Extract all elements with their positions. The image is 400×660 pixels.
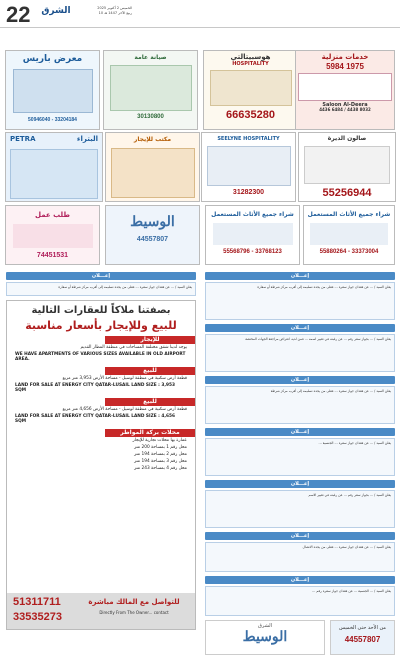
ad-phone: 55568796 - 33768123 [223, 248, 282, 255]
saloon-phones: 4436 6484 / 4438 8032 [319, 107, 371, 113]
ad-headline: بصفتنا ملاكاً للعقارات التالية [31, 305, 171, 316]
notice-item: يعلن السيد / ... عن فقدان جواز سفره ... فعلى من يجده الاتصال [205, 542, 395, 572]
ad-subtitle: البتراء [76, 135, 98, 143]
rent-tag: للإيجار [105, 336, 195, 344]
ad-hospitality[interactable] [203, 50, 298, 130]
ad-phone: 5984 1975 [326, 61, 364, 71]
ad-image [207, 146, 291, 186]
notice-heading: إعـــلان [205, 532, 395, 540]
ad-title: شراء جميع الأثاث المستعمل [211, 211, 294, 218]
ad-contact-bar [7, 593, 195, 629]
page-header [0, 0, 400, 28]
rent-text-ar: يوجد لدينا شقق مختلفة المساحات في منطقة المطار القديم [80, 345, 187, 350]
ad-phone: 31282300 [232, 188, 265, 196]
ad-image [210, 70, 292, 106]
ad-title: طلب عمل [34, 211, 71, 219]
ad-title: صيانة عامة [134, 54, 167, 61]
ad-furniture-buy-2[interactable] [303, 205, 395, 265]
notice-heading: إعـــلان [205, 480, 395, 488]
ad-furniture-buy-1[interactable] [205, 205, 300, 265]
contact-phone-1[interactable]: 51311711 [13, 596, 61, 608]
notice-item: يعلن السيد / ... عن فقدان جواز سفره ... فعلى من يجده تسليمه إلى أقرب مركز شرطة أو سفارة [205, 282, 395, 320]
ad-image [111, 148, 195, 198]
notice-item: يعلن السيد / ... بجواز سفر رقم ... عن رغبته في تغيير الاسم [205, 490, 395, 528]
mall-tag: محلات بركة المواطر [105, 429, 195, 437]
mall-line: محل رقم 4 بمساحة 243 متر [134, 466, 187, 471]
alwaseet-contact[interactable] [330, 620, 395, 655]
brand-logo: الشرق [41, 6, 71, 16]
ad-image [304, 146, 390, 184]
mall-line: عمارة بها محلات تجارية للإيجار [132, 438, 187, 443]
contact-phone: 44557807 [344, 635, 381, 644]
ad-phone: 50946040 - 33204184 [28, 116, 77, 123]
date-gregorian: الخميس 2 أكتوبر 2025 [97, 6, 132, 10]
contact-phone-2[interactable]: 33535273 [13, 611, 62, 623]
sale1-text-en: LAND FOR SALE AT ENERGY CITY QATAR-LUSAIL LAND SIZE : 3,953 SQM [15, 383, 175, 393]
saloon-name: Saloon Al-Deera [322, 101, 368, 108]
ad-seelyne[interactable] [201, 132, 296, 202]
notice-heading: إعـــلان [205, 376, 395, 384]
ad-image [110, 65, 192, 111]
alwaseet-logo [205, 620, 325, 655]
slogan: من الأحد حتى الخميس [339, 625, 386, 631]
notice-item: يعلن السيد / ... عن فقدان جواز سفره ... فعلى من يجده تسليمه إلى أقرب مركز شرطة [205, 386, 395, 424]
ad-phone: 44557807 [136, 236, 169, 243]
sale1-text-ar: قطعة أرض سكنية في منطقة لوسيل - مساحة الأرض 3,953 متر مربع [62, 376, 187, 381]
notice-heading: إعـــلان [205, 428, 395, 436]
notice-item: يعلن السيد / ... الجنسية ... عن فقدان جواز سفره رقم ... [205, 586, 395, 616]
logo-word: الوسيط [242, 629, 288, 645]
ad-body [213, 223, 293, 245]
ad-body [310, 223, 388, 245]
ad-alwaseet[interactable] [105, 205, 200, 265]
notice-heading: إعـــلان [6, 272, 196, 280]
contact-text-en: Directly From The Owner... contact [99, 610, 169, 615]
ad-paris-exhibition[interactable] [5, 50, 100, 130]
mall-line: محل رقم 3 بمساحة 194 متر [134, 459, 187, 464]
ad-phone: 55256944 [322, 186, 372, 199]
issue-date [80, 6, 132, 15]
sale2-text-ar: قطعة أرض سكنية في منطقة لوسيل - مساحة الأرض 4,656 متر مربع [62, 407, 187, 412]
contact-text-ar: للتواصل مع المالك مباشرة [88, 598, 180, 606]
ad-title: شراء جميع الأثاث المستعمل [307, 211, 391, 218]
notice-item: يعلن السيد / ... عن فقدان جواز سفره ... الجنسية ... [205, 438, 395, 476]
ad-title: خدمات منزلية [321, 53, 369, 61]
sale2-text-en: LAND FOR SALE AT ENERGY CITY QATAR-LUSAIL LAND SIZE : 4,656 SQM [15, 414, 175, 424]
sale-tag-2: للبيع [105, 398, 195, 406]
services-list [298, 73, 392, 101]
ad-body [13, 224, 93, 248]
ad-title: الوسيط [130, 214, 175, 230]
notice-item: يعلن السيد / ... عن فقدان جواز سفره ... فعلى من يجده تسليمه إلى أقرب مركز شرطة أو سفارة [6, 282, 196, 296]
ad-phone: 30130800 [137, 113, 164, 120]
ad-phone: 66635280 [226, 109, 275, 122]
ad-office[interactable] [105, 132, 200, 202]
ad-real-estate[interactable] [6, 300, 196, 630]
ad-title: SEELYNE HOSPITALITY [217, 136, 280, 142]
ad-job-request[interactable] [5, 205, 100, 265]
ad-saloon[interactable] [298, 132, 396, 202]
date-hijri: 10 ربيع الآخر 1447 هـ [98, 10, 132, 15]
notice-heading: إعـــلان [205, 576, 395, 584]
page-number: 22 [6, 2, 31, 27]
ad-phone: 74451531 [36, 251, 69, 259]
mall-line: محل رقم 1 بمساحة 200 متر [134, 445, 187, 450]
ad-title: هوسبيتالتي [230, 53, 271, 61]
ad-image [10, 149, 98, 199]
ad-title: معرض باريس [22, 54, 83, 64]
ad-subheadline: للبيع وللإيجار بأسعار مناسبة [25, 319, 177, 332]
notice-heading: إعـــلان [205, 272, 395, 280]
ad-image [13, 69, 93, 113]
ad-title: صالون الديرة [327, 135, 367, 142]
ad-petra[interactable] [5, 132, 103, 202]
logo-sub: الشرق [257, 623, 272, 629]
ad-phone: 55880264 - 33373004 [319, 248, 379, 255]
notice-heading: إعـــلان [205, 324, 395, 332]
rent-text-en: WE HAVE APARTMENTS OF VARIOUS SIZES AVAILABLE IN OLD AIRPORT AREA. [15, 352, 186, 362]
ad-maintenance[interactable] [103, 50, 198, 130]
mall-line: محل رقم 2 بمساحة 194 متر [134, 452, 187, 457]
ad-home-services[interactable] [295, 50, 395, 130]
sale-tag-1: للبيع [105, 367, 195, 375]
ad-subtitle: HOSPITALITY [232, 60, 269, 67]
ad-title: مكتب للإيجار [133, 136, 172, 143]
ad-title: PETRA [10, 135, 36, 143]
notice-item: يعلن السيد / ... بجواز سفر رقم ... عن رغبته في تغيير اسمه ... فمن لديه اعتراض مراجعة الجهات المختصة [205, 334, 395, 372]
